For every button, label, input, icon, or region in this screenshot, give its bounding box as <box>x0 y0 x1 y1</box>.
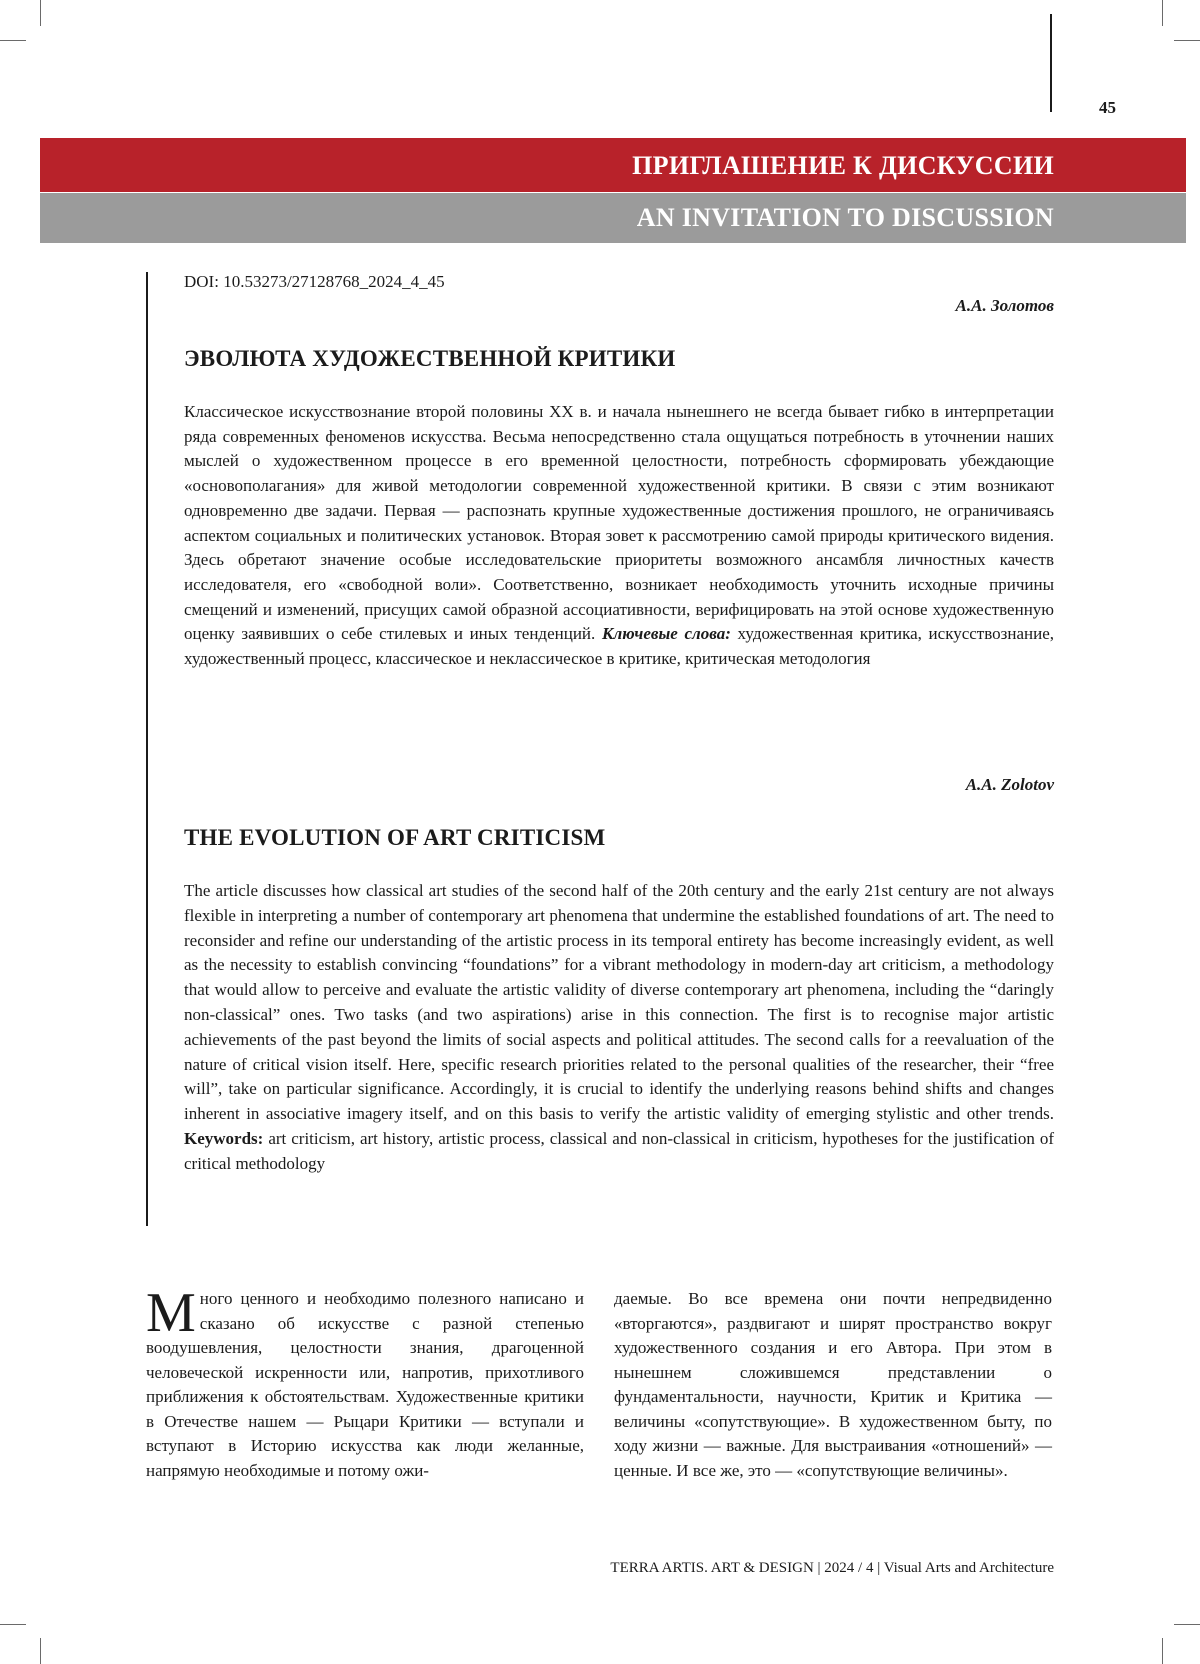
abstract-en <box>184 879 1054 1177</box>
keywords-ru: художественная критика, искусствознание, художественный процесс, классическое и неклассическое в критике, критическая методология <box>184 624 1054 669</box>
abstract-ru <box>184 400 1054 672</box>
page-number: 45 <box>1099 98 1116 117</box>
article-title-ru: ЭВОЛЮТА ХУДОЖЕСТВЕННОЙ КРИТИКИ <box>184 346 676 371</box>
section-title-en: AN INVITATION TO DISCUSSION <box>636 203 1054 232</box>
crop-mark-top-left-v <box>40 0 41 26</box>
crop-mark-bottom-right-v <box>1162 1638 1163 1664</box>
crop-mark-top-right-h <box>1174 40 1200 41</box>
abstract-ru-text: Классическое искусствознание второй половины XX в. и начала нынешнего не всегда бывает гибко в интерпретации ряда современных феноменов искусства. Весьма непосредственно стала ощущаться потребность в уточнении наших мыслей о художественном процессе в его временной целостности, потребность сформировать убеждающие «основополагания» для живой методологии современной художественной критики. В связи с этим возникают одновременно две задачи. Первая — распознать крупные художественные достижения прошлого, не ограничиваясь аспектом социальных и политических установок. Вторая зовет к рассмотрению самой природы критического видения. Здесь обретают значение особые исследовательские приоритеты возможного ансамбля личностных качеств исследователя, его «свободной воли». Соответственно, возникает необходимость уточнить исходные причины смещений и изменений, присущих самой образной ассоциативности, верифицировать на этой основе художественную оценку заявивших о себе стилевых и иных тенденций. <box>184 402 1054 644</box>
body-column-1 <box>146 1282 584 1483</box>
body-column-1-text: ного ценного и необходимо полезного написано и сказано об искусстве с разной степенью воодушевления, целостности знания, драгоценной человеческой искренности или, напротив, прихотливого приближения к обстоятельствам. Художественные критики в Отечестве нашем — Рыцари Критики — вступали и вступают в Историю искусства как люди желанные, напрямую необходимые и потому ожи- <box>146 1289 584 1480</box>
author-en: A.A. Zolotov <box>965 775 1054 794</box>
crop-mark-bottom-left-h <box>0 1624 26 1625</box>
abstract-rule <box>146 272 148 1226</box>
crop-mark-top-right-v <box>1162 0 1163 26</box>
author-ru: А.А. Золотов <box>955 296 1054 315</box>
page-number-rule <box>1050 14 1052 112</box>
keywords-en: art criticism, art history, artistic process, classical and non-classical in criticism, hypotheses for the justification of critical methodology <box>184 1128 1054 1173</box>
section-title-ru: ПРИГЛАШЕНИЕ К ДИСКУССИИ <box>632 151 1054 180</box>
article-title-en: THE EVOLUTION OF ART CRITICISM <box>184 825 606 850</box>
doi: DOI: 10.53273/27128768_2024_4_45 <box>184 272 445 291</box>
journal-footer: TERRA ARTIS. ART & DESIGN | 2024 / 4 | Visual Arts and Architecture <box>610 1560 1054 1576</box>
body-column-2: даемые. Во все времена они почти непредвиденно «вторгаются», раздвигают и ширят пространство вокруг художественного создания и его Автора. При этом в нынешнем сложившемся представлении о фундаментальности, научности, Критик и Критика — величины «сопутствующие». В художественном быту, по ходу жизни — важные. Для выстраивания «отношений» — ценные. И все же, это — «сопутствующие величины». <box>614 1289 1052 1480</box>
abstract-en-text: The article discusses how classical art studies of the second half of the 20th century and the early 21st century are not always flexible in interpreting a number of contemporary art phenomena that undermine the established foundations of art. The need to reconsider and refine our understanding of the artistic process in its temporal entirety has become increasingly evident, as well as the necessity to establish convincing “foundations” for a vibrant methodology in modern-day art criticism, a methodology that would allow to perceive and evaluate the artistic validity of diverse contemporary art phenomena, including the “daringly non-classical” ones. Two tasks (and two aspirations) arise in this connection. The first is to recognise major artistic achievements of the past beyond the limits of social aspects and political attitudes. The second calls for a reevaluation of the nature of critical vision itself. Here, specific research priorities related to the personal qualities of the researcher, their “free will”, take on particular significance. Accordingly, it is crucial to identify the underlying reasons behind shifts and changes inherent in associative imagery itself, and on this basis to verify the artistic validity of emerging stylistic and other trends. <box>184 881 1054 1124</box>
drop-cap: М <box>146 1282 196 1344</box>
crop-mark-bottom-right-h <box>1174 1624 1200 1625</box>
keywords-label-ru: Ключевые слова: <box>601 624 731 644</box>
keywords-label-en: Keywords: <box>184 1128 264 1148</box>
crop-mark-bottom-left-v <box>40 1638 41 1664</box>
crop-mark-top-left-h <box>0 40 26 41</box>
